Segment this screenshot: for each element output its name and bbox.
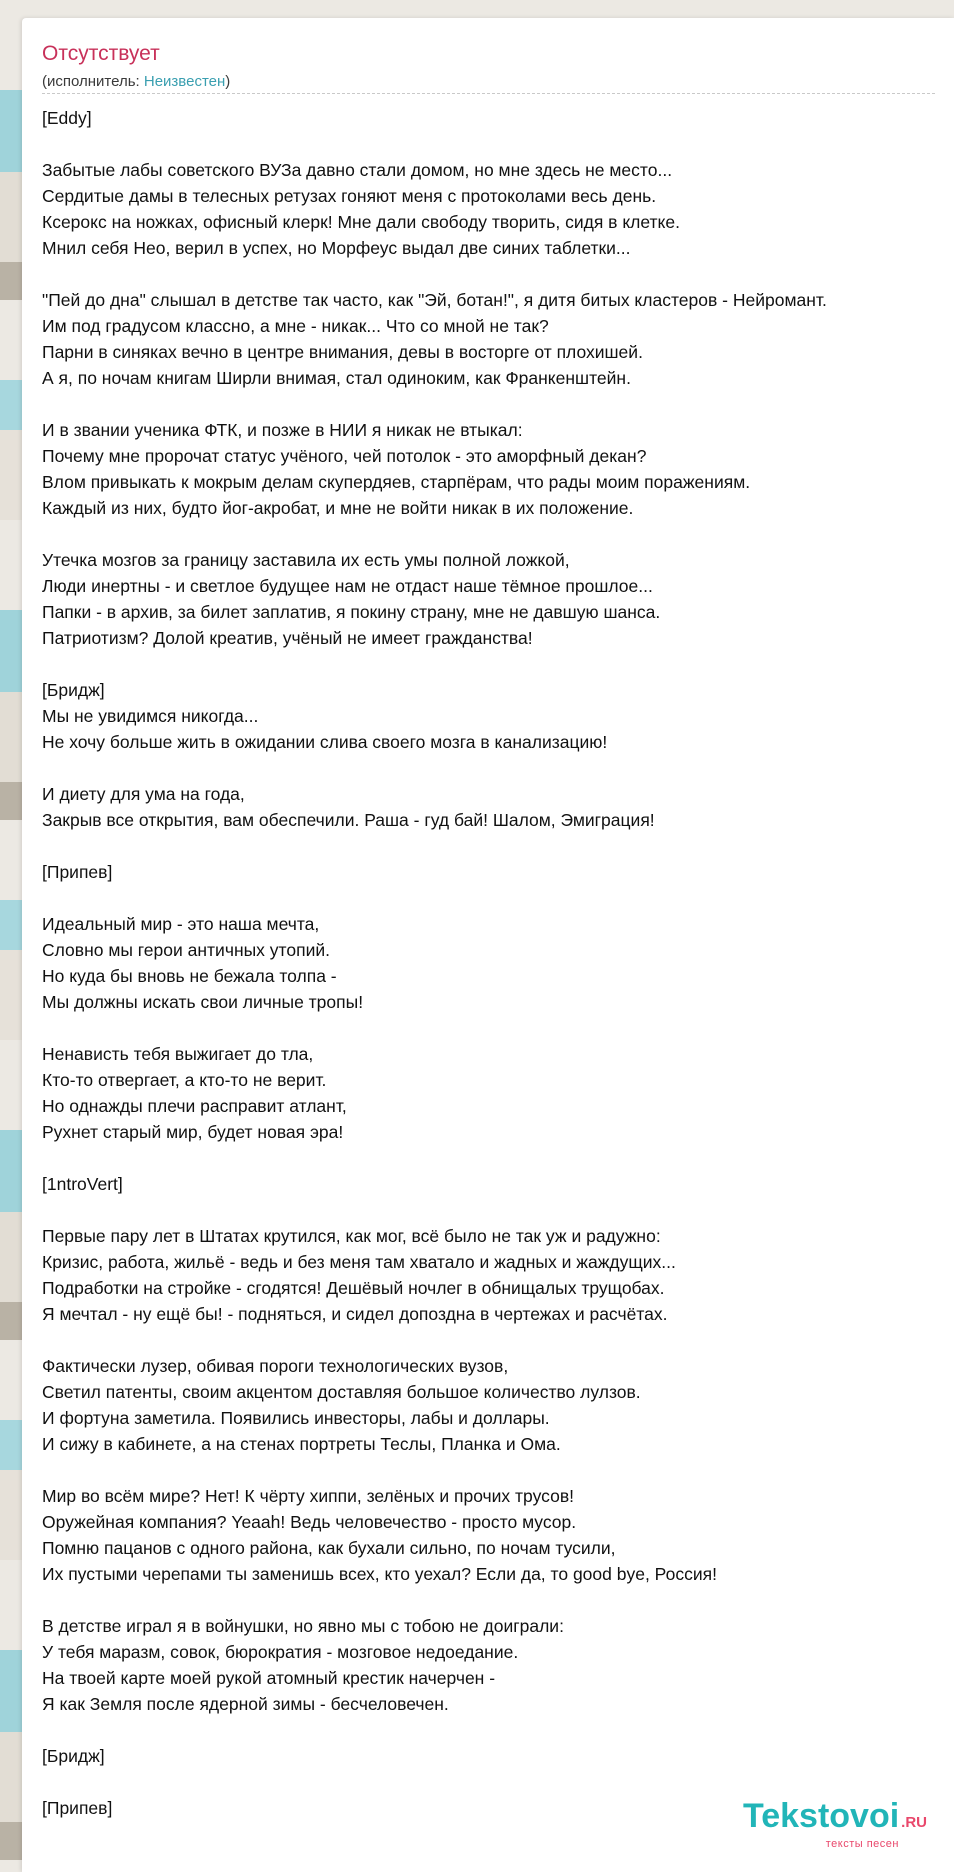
- lyric-line: Но куда бы вновь не бежала толпа -: [42, 966, 337, 986]
- logo-wordmark: [743, 1799, 927, 1840]
- lyric-line: И фортуна заметила. Появились инвесторы, лабы и доллары.: [42, 1408, 550, 1428]
- lyric-line: Ксерокс на ножках, офисный клерк! Мне дали свободу творить, сидя в клетке.: [42, 212, 680, 232]
- lyric-line: [42, 833, 954, 859]
- lyric-line: [42, 1587, 954, 1613]
- lyric-line: Кризис, работа, жильё - ведь и без меня там хватало и жадных и жаждущих...: [42, 1252, 676, 1272]
- lyric-line: [42, 1457, 954, 1483]
- lyric-line: Люди инертны - и светлое будущее нам не отдаст наше тёмное прошлое...: [42, 576, 653, 596]
- lyric-line: Рухнет старый мир, будет новая эра!: [42, 1122, 344, 1142]
- lyric-line: Мы не увидимся никогда...: [42, 706, 259, 726]
- lyric-line: [42, 1197, 954, 1223]
- song-title: Отсутствует: [42, 42, 160, 65]
- lyric-line: На твоей карте моей рукой атомный крестик начерчен -: [42, 1668, 496, 1688]
- lyric-line: Патриотизм? Долой креатив, учёный не имеет гражданства!: [42, 628, 533, 648]
- lyric-line: Им под градусом классно, а мне - никак... Что со мной не так?: [42, 316, 549, 336]
- logo-tld: .RU: [901, 1814, 927, 1831]
- lyric-line: Мы должны искать свои личные тропы!: [42, 992, 364, 1012]
- lyric-line: [42, 1015, 954, 1041]
- lyric-line: [42, 1327, 954, 1353]
- lyric-line: Закрыв все открытия, вам обеспечили. Раша - гуд бай! Шалом, Эмиграция!: [42, 810, 655, 830]
- lyric-line: [Eddy]: [42, 108, 92, 128]
- lyric-line: Светил патенты, своим акцентом доставляя большое количество лулзов.: [42, 1382, 641, 1402]
- lyric-line: Папки - в архив, за билет заплатив, я покину страну, мне не давшую шанса.: [42, 602, 661, 622]
- lyric-line: [42, 391, 954, 417]
- lyric-line: [42, 1145, 954, 1171]
- lyric-line: Влом привыкать к мокрым делам скупердяев, старпёрам, что рады моим поражениям.: [42, 472, 751, 492]
- logo-tagline: тексты песен: [825, 1838, 899, 1850]
- lyric-line: Их пустыми черепами ты заменишь всех, кто уехал? Если да, то good bye, Россия!: [42, 1564, 717, 1584]
- lyric-line: И диету для ума на года,: [42, 784, 245, 804]
- lyric-line: [42, 1717, 954, 1743]
- lyric-line: [42, 885, 954, 911]
- lyric-line: Идеальный мир - это наша мечта,: [42, 914, 320, 934]
- lyric-line: Фактически лузер, обивая пороги технологических вузов,: [42, 1356, 509, 1376]
- lyric-line: [Припев]: [42, 862, 113, 882]
- artist-link[interactable]: Неизвестен: [143, 73, 226, 90]
- lyric-line: Забытые лабы советского ВУЗа давно стали домом, но мне здесь не место...: [42, 160, 673, 180]
- lyric-line: И сижу в кабинете, а на стенах портреты Теслы, Планка и Ома.: [42, 1434, 561, 1454]
- site-logo[interactable]: [743, 1799, 927, 1850]
- lyric-line: [42, 755, 954, 781]
- lyric-line: Первые пару лет в Штатах крутился, как мог, всё было не так уж и радужно:: [42, 1226, 661, 1246]
- lyric-line: А я, по ночам книгам Ширли внимая, стал одиноким, как Франкенштейн.: [42, 368, 631, 388]
- lyric-line: [1ntroVert]: [42, 1174, 123, 1194]
- lyric-line: В детстве играл я в войнушки, но явно мы с тобою не доиграли:: [42, 1616, 564, 1636]
- lyric-line: [42, 1769, 954, 1795]
- artist-line: [42, 73, 230, 90]
- lyric-line: [Припев]: [42, 1798, 113, 1818]
- lyric-line: [42, 261, 954, 287]
- lyrics-body: [42, 105, 954, 1821]
- lyric-line: "Пей до дна" слышал в детстве так часто, как "Эй, ботан!", я дитя битых кластеров - Нейромант.: [42, 290, 827, 310]
- lyric-line: Помню пацанов с одного района, как бухали сильно, по ночам тусили,: [42, 1538, 616, 1558]
- lyric-line: [Бридж]: [42, 1746, 105, 1766]
- artist-suffix: ): [225, 73, 231, 90]
- lyric-line: [42, 651, 954, 677]
- lyric-line: Но однажды плечи расправит атлант,: [42, 1096, 347, 1116]
- lyric-line: [42, 131, 954, 157]
- lyric-line: Словно мы герои античных утопий.: [42, 940, 330, 960]
- lyric-line: Подработки на стройке - сгодятся! Дешёвый ночлег в обнищалых трущобах.: [42, 1278, 665, 1298]
- lyric-line: Я мечтал - ну ещё бы! - подняться, и сидел допоздна в чертежах и расчётах.: [42, 1304, 668, 1324]
- lyric-line: Ненависть тебя выжигает до тла,: [42, 1044, 314, 1064]
- lyric-line: Оружейная компания? Yeaah! Ведь человечество - просто мусор.: [42, 1512, 577, 1532]
- lyric-line: Кто-то отвергает, а кто-то не верит.: [42, 1070, 327, 1090]
- lyric-line: Утечка мозгов за границу заставила их есть умы полной ложкой,: [42, 550, 570, 570]
- header-divider: [42, 93, 935, 94]
- lyrics-card: [22, 18, 954, 1872]
- lyric-line: Почему мне пророчат статус учёного, чей потолок - это аморфный декан?: [42, 446, 647, 466]
- lyric-line: [Бридж]: [42, 680, 105, 700]
- logo-word: Tekstovoi: [742, 1797, 900, 1835]
- lyric-line: [42, 521, 954, 547]
- lyric-line: Не хочу больше жить в ожидании слива своего мозга в канализацию!: [42, 732, 608, 752]
- lyric-line: У тебя маразм, совок, бюрократия - мозговое недоедание.: [42, 1642, 519, 1662]
- artist-prefix: (исполнитель:: [42, 73, 144, 90]
- lyric-line: Сердитые дамы в телесных ретузах гоняют меня с протоколами весь день.: [42, 186, 657, 206]
- lyric-line: Каждый из них, будто йог-акробат, и мне не войти никак в их положение.: [42, 498, 634, 518]
- lyric-line: Мнил себя Нео, верил в успех, но Морфеус выдал две синих таблетки...: [42, 238, 631, 258]
- lyric-line: Парни в синяках вечно в центре внимания, девы в восторге от плохишей.: [42, 342, 643, 362]
- lyric-line: И в звании ученика ФТК, и позже в НИИ я никак не втыкал:: [42, 420, 523, 440]
- lyric-line: Я как Земля после ядерной зимы - бесчеловечен.: [42, 1694, 449, 1714]
- lyric-line: Мир во всём мире? Нет! К чёрту хиппи, зелёных и прочих трусов!: [42, 1486, 574, 1506]
